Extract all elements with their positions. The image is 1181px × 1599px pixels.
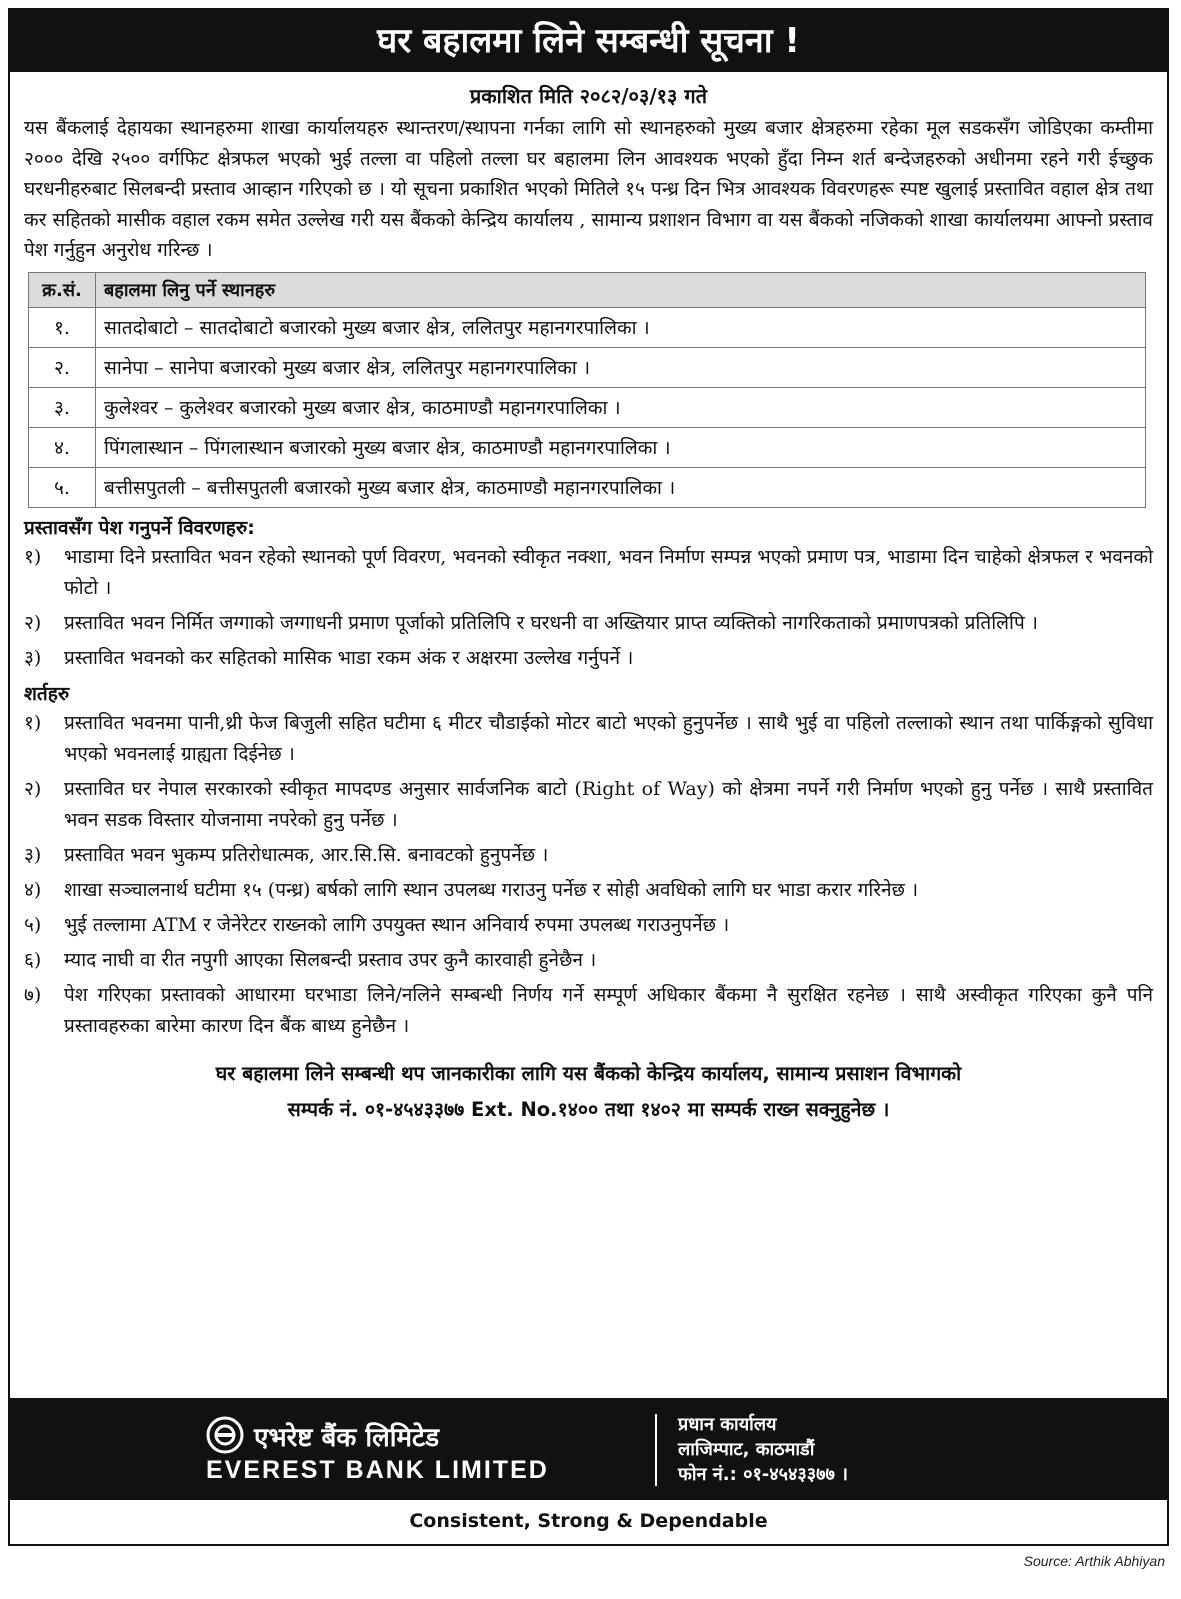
row-sn: १. bbox=[29, 307, 96, 347]
banner-divider bbox=[655, 1414, 657, 1486]
list-item bbox=[24, 542, 1153, 604]
table-row bbox=[29, 347, 1146, 387]
item-number: ४) bbox=[24, 878, 42, 901]
item-text: प्रस्तावित भवनको कर सहितको मासिक भाडा रकम अंक र अक्षरमा उल्लेख गर्नुपर्ने । bbox=[64, 646, 634, 669]
list-item bbox=[24, 774, 1153, 836]
notice-title: घर बहालमा लिने सम्बन्धी सूचना ! bbox=[10, 10, 1167, 72]
header-sn: क्र.सं. bbox=[29, 272, 96, 307]
item-number: १) bbox=[24, 711, 42, 734]
notice-frame bbox=[8, 8, 1169, 1546]
list-item bbox=[24, 643, 1153, 674]
item-text: प्रस्तावित भवन निर्मित जग्गाको जग्गाधनी प्रमाण पूर्जाको प्रतिलिपि र घरधनी वा अख्तियार प्राप्त व्यक्तिको नागरिकताको प्रमाणपत्रको प्रतिलिपि । bbox=[64, 611, 1038, 634]
item-text: भाडामा दिने प्रस्तावित भवन रहेको स्थानको पूर्ण विवरण, भवनको स्वीकृत नक्शा, भवन निर्माण सम्पन्न भएको प्रमाण पत्र, भाडामा दिन चाहेको क्षेत्रफल र भवनको फोटो । bbox=[64, 545, 1153, 599]
row-place: बत्तीसपुतली – बत्तीसपुतली बजारको मुख्य बजार क्षेत्र, काठमाण्डौ महानगरपालिका । bbox=[96, 467, 1146, 507]
item-number: २) bbox=[24, 777, 42, 800]
item-number: ३) bbox=[24, 646, 42, 669]
list-item bbox=[24, 840, 1153, 871]
hq-address: लाजिम्पाट, काठमाडौं bbox=[678, 1439, 815, 1460]
table-row bbox=[29, 467, 1146, 507]
contact-note-line2: सम्पर्क नं. ०१-४५४३३७७ Ext. No.१४०० तथा १४०२ मा सम्पर्क राख्न सक्नुहुनेछ । bbox=[287, 1097, 890, 1121]
item-text: शाखा सञ्चालनार्थ घटीमा १५ (पन्ध्र) बर्षको लागि स्थान उपलब्ध गराउनु पर्नेछ र सोही अवधिको लागि घर भाडा करार गरिनेछ । bbox=[64, 878, 919, 901]
item-number: १) bbox=[24, 545, 42, 568]
head-office-info bbox=[678, 1412, 848, 1487]
bank-banner bbox=[10, 1398, 1167, 1500]
bank-name-english: EVEREST BANK LIMITED bbox=[206, 1456, 549, 1484]
row-place: पिंगलास्थान – पिंगलास्थान बजारको मुख्य बजार क्षेत्र, काठमाण्डौ महानगरपालिका । bbox=[96, 427, 1146, 467]
hq-phone: फोन नं.: ०१-४५४३३७७ । bbox=[678, 1464, 848, 1485]
item-number: २) bbox=[24, 611, 42, 634]
header-place: बहालमा लिनु पर्ने स्थानहरु bbox=[96, 272, 1146, 307]
item-number: ५) bbox=[24, 913, 42, 936]
item-text: भुई तल्लामा ATM र जेनेरेटर राख्नको लागि उपयुक्त स्थान अनिवार्य रुपमा उपलब्ध गराउनुपर्नेछ । bbox=[64, 913, 730, 936]
source-credit: Source: Arthik Abhiyan bbox=[1023, 1553, 1165, 1569]
list-item bbox=[24, 708, 1153, 770]
table-row bbox=[29, 427, 1146, 467]
list-item bbox=[24, 608, 1153, 639]
table-row bbox=[29, 387, 1146, 427]
bank-logo bbox=[206, 1416, 646, 1486]
conditions-heading: शर्तहरु bbox=[24, 682, 70, 705]
locations-table bbox=[28, 272, 1146, 508]
contact-note bbox=[44, 1056, 1133, 1128]
documents-list bbox=[24, 542, 1153, 674]
published-date: प्रकाशित मिति २०८२/०३/१३ गते bbox=[469, 84, 708, 108]
list-item bbox=[24, 980, 1153, 1042]
item-number: ३) bbox=[24, 843, 42, 866]
bank-logo-icon bbox=[206, 1416, 244, 1454]
row-sn: २. bbox=[29, 347, 96, 387]
list-item bbox=[24, 945, 1153, 976]
item-text: पेश गरिएका प्रस्तावको आधारमा घरभाडा लिने/नलिने सम्बन्धी निर्णय गर्ने सम्पूर्ण अधिकार बैंकमा नै सुरक्षित रहनेछ । साथै अस्वीकृत गरिएका कुनै पनि प्रस्तावहरुका बारेमा कारण दिन बैंक बाध्य हुनेछैन । bbox=[64, 983, 1153, 1037]
row-place: कुलेश्वर – कुलेश्वर बजारको मुख्य बजार क्षेत्र, काठमाण्डौ महानगरपालिका । bbox=[96, 387, 1146, 427]
table-row bbox=[29, 307, 1146, 347]
item-text: म्याद नाघी वा रीत नपुगी आएका सिलबन्दी प्रस्ताव उपर कुनै कारवाही हुनेछैन । bbox=[64, 948, 597, 971]
contact-note-line1: घर बहालमा लिने सम्बन्धी थप जानकारीका लागि यस बैंकको केन्द्रिय कार्यालय, सामान्य प्रसाशन विभागको bbox=[215, 1061, 962, 1085]
item-text: प्रस्तावित भवनमा पानी,थ्री फेज बिजुली सहित घटीमा ६ मीटर चौडाईको मोटर बाटो भएको हुनुपर्नेछ । साथै भुई वा पहिलो तल्लाको स्थान तथा पार्किङ्गको सुविधा भएको भवनलाई ग्राह्यता दिईनेछ । bbox=[64, 711, 1153, 765]
bank-name-nepali: एभरेष्ट बैंक लिमिटेड bbox=[254, 1423, 440, 1453]
list-item bbox=[24, 910, 1153, 941]
item-text: प्रस्तावित भवन भुकम्प प्रतिरोधात्मक, आर.सि.सि. बनावटको हुनुपर्नेछ । bbox=[64, 843, 549, 866]
hq-label: प्रधान कार्यालय bbox=[678, 1414, 777, 1435]
row-place: सानेपा – सानेपा बजारको मुख्य बजार क्षेत्र, ललितपुर महानगरपालिका । bbox=[96, 347, 1146, 387]
intro-paragraph: यस बैंकलाई देहायका स्थानहरुमा शाखा कार्यालयहरु स्थान्तरण/स्थापना गर्नका लागि सो स्थानहरुको मुख्य बजार क्षेत्रहरुमा रहेका मूल सडकसँग जोडिएका कम्तीमा २००० देखि २५०० वर्गफिट क्षेत्रफल भएको भुई तल्ला वा पहिलो तल्ला घर बहालमा लिन आवश्यक भएको हुँदा निम्न शर्त बन्देजहरुको अधीनमा रहने गरी ईच्छुक घरधनीहरुबाट सिलबन्दी प्रस्ताव आव्हान गरिएको छ । यो सूचना प्रकाशित भएको मितिले १५ पन्ध्र दिन भित्र आवश्यक विवरणहरू स्पष्ट खुलाई प्रस्तावित वहाल क्षेत्र तथा कर सहितको मासीक वहाल रकम समेत उल्लेख गरी यस बैंकको केन्द्रिय कार्यालय , सामान्य प्रशाशन विभाग वा यस बैंकको नजिकको शाखा कार्यालयमा आफ्नो प्रस्ताव पेश गर्नुहुन अनुरोध गरिन्छ । bbox=[24, 117, 1153, 261]
row-sn: ५. bbox=[29, 467, 96, 507]
conditions-list bbox=[24, 708, 1153, 1042]
item-number: ७) bbox=[24, 983, 42, 1006]
list-item bbox=[24, 875, 1153, 906]
table-header-row bbox=[29, 272, 1146, 307]
bank-slogan: Consistent, Strong & Dependable bbox=[409, 1510, 768, 1532]
row-sn: ४. bbox=[29, 427, 96, 467]
item-number: ६) bbox=[24, 948, 42, 971]
row-place: सातदोबाटो – सातदोबाटो बजारको मुख्य बजार क्षेत्र, ललितपुर महानगरपालिका । bbox=[96, 307, 1146, 347]
row-sn: ३. bbox=[29, 387, 96, 427]
documents-heading: प्रस्तावसँग पेश गनुपर्ने विवरणहरु: bbox=[24, 516, 255, 539]
item-text: प्रस्तावित घर नेपाल सरकारको स्वीकृत मापदण्ड अनुसार सार्वजनिक बाटो (Right of Way) को क्षेत्रमा नपर्ने गरी निर्माण भएको हुनु पर्नेछ । साथै प्रस्तावित भवन सडक विस्तार योजनामा नपरेको हुनु पर्नेछ । bbox=[64, 777, 1153, 831]
